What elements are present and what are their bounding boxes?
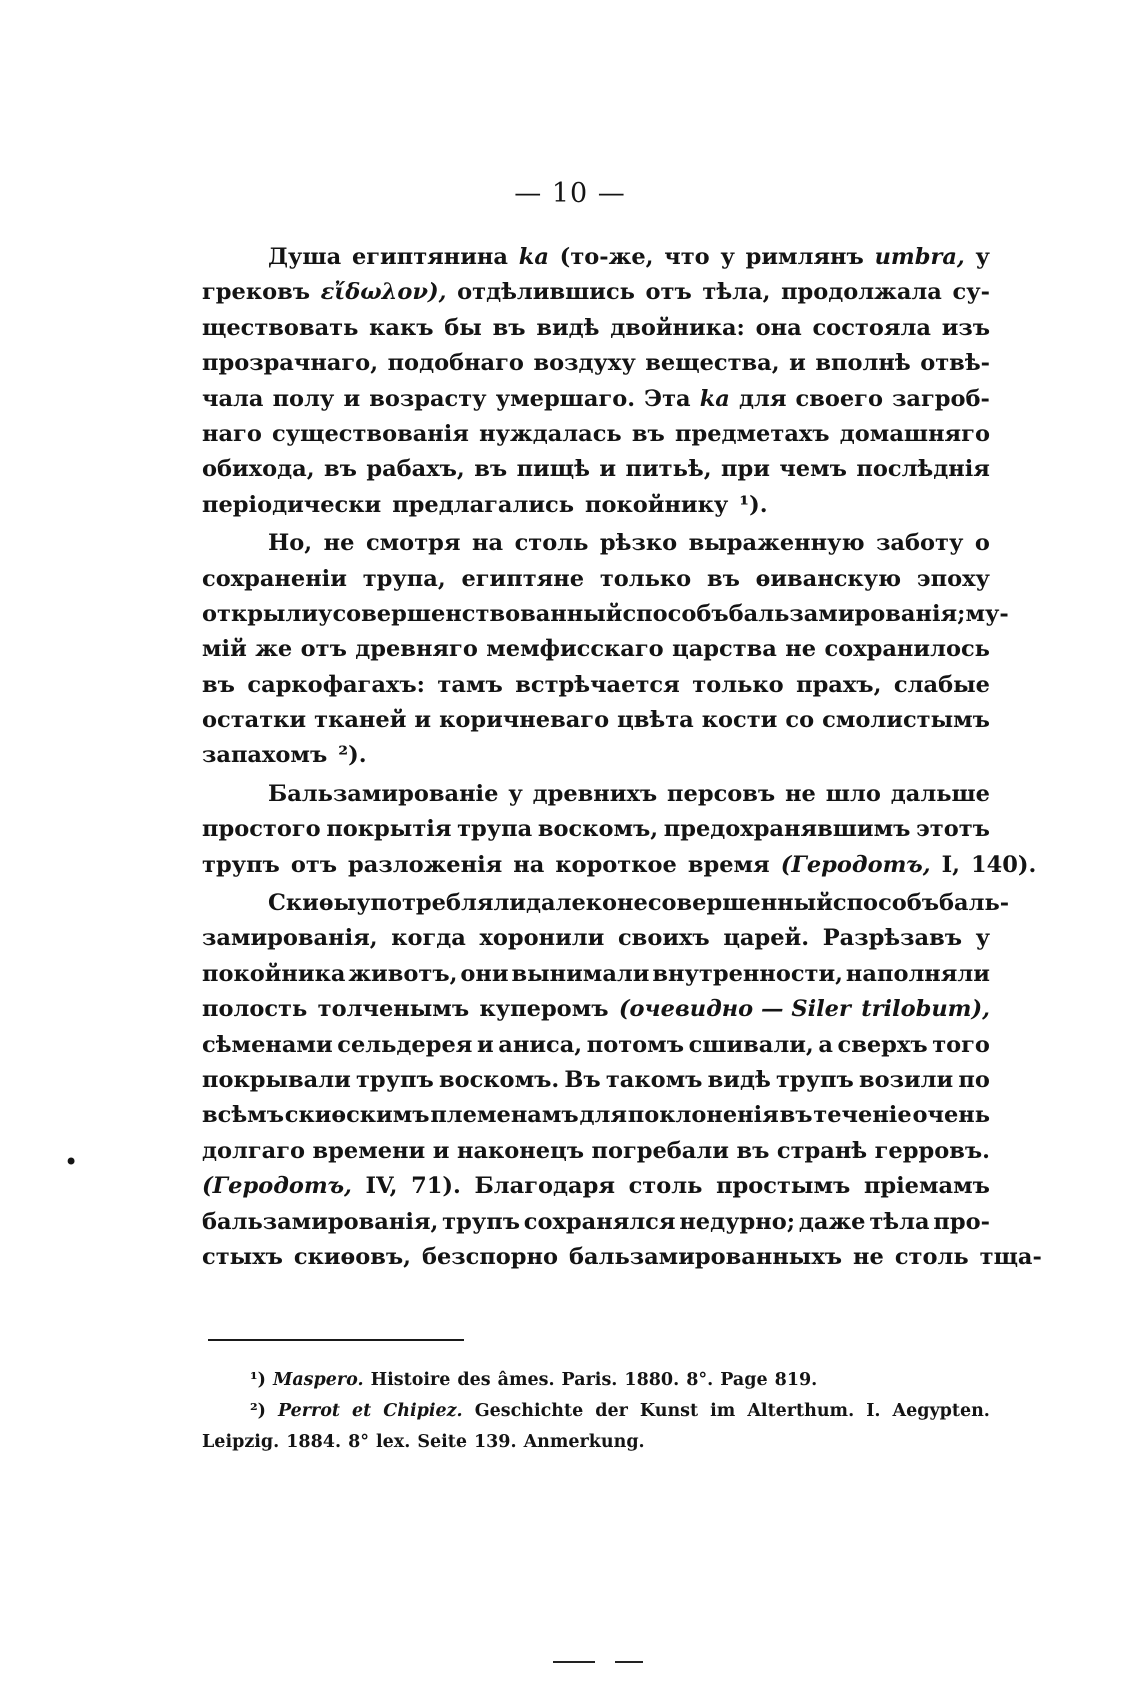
word: трупъ	[355, 1066, 434, 1093]
word: вынимали	[511, 960, 650, 987]
word: нуждалась	[479, 420, 622, 447]
word: покрытія	[326, 816, 452, 843]
word: пріемамъ	[863, 1173, 990, 1200]
word: двойника:	[610, 314, 745, 341]
margin-marker: •	[64, 1148, 79, 1176]
word: погребали	[591, 1137, 729, 1164]
word: питьѣ,	[625, 456, 712, 483]
word: своего	[795, 385, 883, 412]
word: ществовать	[202, 314, 359, 341]
word: смолистымъ	[822, 707, 990, 734]
word: въ	[706, 565, 740, 592]
footnote-line	[202, 1370, 990, 1401]
word: трупа,	[362, 565, 446, 592]
footnote-word: 139.	[473, 1432, 517, 1452]
word: покойнику	[585, 491, 729, 518]
footnote-word: 1880.	[624, 1370, 680, 1390]
word: способъ	[832, 890, 940, 917]
word: мій	[202, 636, 247, 663]
word: ka	[518, 244, 549, 270]
word: въ	[492, 314, 526, 341]
footnote-word: des	[457, 1370, 491, 1390]
word: тща-	[979, 1243, 1042, 1270]
word: на	[472, 530, 504, 557]
footnote-word: âmes.	[497, 1370, 555, 1390]
word: смотря	[365, 530, 461, 557]
footnote-word: 8°.	[686, 1370, 714, 1390]
word: рабахъ,	[366, 456, 465, 483]
word: странѣ	[776, 1137, 868, 1164]
footnote-word: Perrot	[277, 1401, 341, 1421]
text-line	[202, 566, 990, 601]
word: періодически	[202, 491, 382, 518]
word: столь	[894, 1243, 969, 1270]
text-line	[202, 244, 990, 279]
text-line	[202, 421, 990, 456]
word: поклоненія	[627, 1102, 779, 1129]
word: предохранявшимъ	[663, 816, 911, 843]
word: недурно;	[679, 1208, 796, 1235]
word: они	[460, 960, 509, 987]
word: Эта	[644, 385, 691, 412]
word: изъ	[941, 314, 990, 341]
word: а	[818, 1031, 833, 1058]
word: столь	[514, 530, 589, 557]
word: въ	[736, 1137, 770, 1164]
footnotes	[202, 1370, 990, 1463]
word: цвѣта	[617, 707, 694, 734]
word: умершаго.	[495, 385, 636, 412]
word: о	[974, 530, 990, 557]
text-line	[202, 890, 1010, 925]
word: царей.	[723, 925, 810, 952]
word: загроб-	[892, 385, 990, 412]
word: аниса,	[498, 1031, 583, 1058]
word: употребляли	[356, 890, 526, 917]
word: (то-же,	[559, 244, 654, 270]
word: своихъ	[617, 925, 710, 952]
footnote-word: Leipzig.	[202, 1432, 280, 1452]
word: отъ	[290, 851, 338, 878]
word: тѣла,	[702, 279, 771, 306]
word: 71).	[411, 1173, 461, 1200]
footnote-line	[202, 1401, 990, 1432]
word: ²).	[338, 742, 367, 769]
word: (очевидно — Siler	[618, 996, 851, 1023]
word: сохраненіи	[202, 565, 347, 592]
word: обихода,	[202, 456, 315, 483]
footnote-word: Paris.	[561, 1370, 618, 1390]
word: продолжала	[781, 279, 942, 306]
word: не	[785, 636, 817, 663]
word: чемъ	[779, 456, 847, 483]
word: видѣ	[707, 1066, 771, 1093]
word: вполнѣ	[815, 350, 911, 377]
word: и	[599, 456, 617, 483]
word: баль-	[939, 890, 1010, 917]
word: послѣднія	[856, 456, 990, 483]
word: чала	[202, 385, 264, 412]
word: бальзамированія,	[202, 1208, 439, 1235]
word: запахомъ	[202, 742, 328, 769]
word: не	[617, 890, 648, 917]
word: выраженную	[688, 530, 865, 557]
word: при	[721, 456, 770, 483]
body-text	[202, 244, 1042, 1279]
word: того	[932, 1031, 990, 1058]
text-line	[202, 530, 990, 565]
word: про-	[933, 1208, 990, 1235]
word: когда	[391, 925, 466, 952]
word: тамъ	[437, 671, 503, 698]
text-line	[202, 781, 990, 816]
word: бальзамированныхъ	[569, 1243, 843, 1270]
word: кости	[701, 707, 778, 734]
word: египтянина	[351, 244, 508, 270]
word: прозрачнаго,	[202, 350, 379, 377]
word: (Геродотъ,	[780, 851, 931, 878]
word: IV,	[365, 1173, 398, 1200]
word: въ	[631, 420, 665, 447]
word: эпоху	[916, 565, 990, 592]
footnote-word: I.	[866, 1401, 881, 1421]
footnote-word: 1884.	[286, 1432, 342, 1452]
text-line	[202, 1067, 990, 1102]
word: Разрѣзавъ	[822, 925, 962, 952]
text-line	[202, 707, 990, 742]
word: umbra,	[874, 244, 965, 270]
text-line	[202, 1209, 990, 1244]
word: тѣла	[869, 1208, 930, 1235]
word: предлагались	[392, 491, 575, 518]
text-line	[202, 600, 1009, 636]
word: подобнаго	[387, 350, 524, 377]
word: такомъ	[605, 1066, 703, 1093]
word: простого	[202, 816, 321, 843]
word: покойника	[202, 960, 346, 987]
word: совершенный	[647, 890, 833, 917]
word: въ	[779, 1102, 813, 1129]
word: для	[738, 385, 787, 412]
word: саркофагахъ:	[247, 671, 425, 698]
text-line	[202, 350, 990, 385]
word: видѣ	[536, 314, 600, 341]
text-line	[202, 1102, 990, 1137]
word: на	[513, 851, 545, 878]
word: Душа	[268, 244, 342, 270]
word: животъ,	[348, 960, 458, 987]
text-line	[202, 1032, 990, 1067]
word: разложенія	[348, 851, 503, 878]
word: εἴδωλον),	[320, 279, 447, 306]
word: грековъ	[202, 279, 310, 306]
word: существованія	[272, 420, 469, 447]
word: 140).	[970, 851, 1037, 878]
word: воскомъ,	[537, 816, 659, 843]
page-edge-marks	[553, 1661, 643, 1665]
word: трупъ	[202, 851, 280, 878]
text-line	[202, 851, 1037, 887]
word: му-	[965, 600, 1009, 627]
text-line	[202, 492, 990, 527]
footnote-word: Page	[720, 1370, 768, 1390]
word: наго	[202, 420, 262, 447]
word: и	[414, 707, 432, 734]
word: замированія,	[202, 925, 378, 952]
word: очень	[912, 1102, 990, 1129]
word: су-	[952, 279, 990, 306]
footnote-word: ¹)	[250, 1370, 266, 1390]
word: trilobum),	[861, 996, 990, 1023]
page-number: — 10 —	[514, 178, 626, 209]
word: сѣменами	[202, 1031, 333, 1058]
word: теченіе	[813, 1102, 912, 1129]
word: сохранилось	[824, 636, 990, 663]
text-line	[202, 816, 990, 851]
footnote-word: Maspero.	[272, 1370, 364, 1390]
word: открыли	[202, 600, 319, 627]
word: рѣзко	[599, 530, 678, 557]
word: герровъ.	[874, 1137, 990, 1164]
word: воскомъ.	[438, 1066, 560, 1093]
word: отъ	[645, 279, 692, 306]
text-line	[202, 996, 990, 1031]
word: сохранялся	[523, 1208, 676, 1235]
word: Но,	[268, 530, 313, 557]
footnote-word: der	[595, 1401, 628, 1421]
footnote-word: lex.	[376, 1432, 411, 1452]
word: встрѣчается	[515, 671, 680, 698]
word: наконецъ	[456, 1137, 584, 1164]
word: далеко	[526, 890, 618, 917]
word: прахъ,	[796, 671, 882, 698]
word: всѣмъ	[202, 1102, 284, 1129]
word: коричневаго	[439, 707, 610, 734]
word: бы	[444, 314, 482, 341]
word: сшивали,	[688, 1031, 814, 1058]
word: домашняго	[839, 420, 990, 447]
word: дальше	[890, 780, 990, 807]
text-line	[202, 925, 990, 960]
word: мемфисскаго	[486, 636, 664, 663]
word: простымъ	[716, 1173, 851, 1200]
footnote-word: Seite	[417, 1432, 467, 1452]
word: бальзамированія;	[728, 600, 966, 627]
word: ka	[699, 385, 730, 412]
word: племенамъ	[430, 1102, 579, 1129]
word: наполняли	[845, 960, 990, 987]
text-line	[202, 279, 990, 314]
word: даже	[798, 1208, 866, 1235]
word: только	[692, 671, 784, 698]
word: египтяне	[461, 565, 585, 592]
word: слабые	[893, 671, 990, 698]
word: столь	[628, 1173, 703, 1200]
word: стыхъ	[202, 1243, 283, 1270]
text-line	[202, 315, 990, 350]
word: возрасту	[369, 385, 487, 412]
word: состояла	[812, 314, 931, 341]
footnote-word: Geschichte	[474, 1401, 584, 1421]
word: отъ	[300, 636, 347, 663]
word: I,	[941, 851, 960, 878]
word: остатки	[202, 707, 307, 734]
word: и	[432, 1137, 450, 1164]
footnote-word: et	[352, 1401, 372, 1421]
word: безспорно	[421, 1243, 559, 1270]
word: не	[323, 530, 355, 557]
word: потомъ	[586, 1031, 684, 1058]
word: способъ	[622, 600, 729, 627]
word: усовершенствованный	[318, 600, 623, 627]
footnote-word: 819.	[774, 1370, 818, 1390]
word: въ	[474, 456, 508, 483]
word: возили	[858, 1066, 954, 1093]
word: отвѣ-	[920, 350, 990, 377]
word: ѳиванскую	[755, 565, 902, 592]
word: время	[687, 851, 770, 878]
word: Скиѳы	[268, 890, 357, 917]
word: древнихъ	[532, 780, 658, 807]
word: и	[789, 350, 806, 377]
word: тканей	[314, 707, 407, 734]
footnote-word: Histoire	[370, 1370, 451, 1390]
word: царства	[672, 636, 777, 663]
word: что	[664, 244, 710, 270]
word: времени	[312, 1137, 426, 1164]
word: Бальзамированіе	[268, 780, 499, 807]
word: у	[508, 780, 523, 807]
footnote-word: Kunst	[639, 1401, 699, 1421]
word: (Геродотъ,	[202, 1173, 352, 1200]
text-line	[202, 1173, 990, 1208]
word: со	[785, 707, 815, 734]
word: персовъ	[667, 780, 776, 807]
footnote-line	[202, 1432, 990, 1463]
word: этотъ	[916, 816, 990, 843]
text-line	[202, 961, 990, 996]
word: короткое	[555, 851, 677, 878]
footnote-word: ²)	[250, 1401, 266, 1421]
word: трупъ	[442, 1208, 520, 1235]
word: въ	[202, 671, 235, 698]
word: сельдерея	[337, 1031, 473, 1058]
word: у	[720, 244, 735, 270]
text-line	[202, 1243, 1042, 1279]
word: римлянъ	[745, 244, 864, 270]
text-line	[202, 386, 990, 421]
word: и	[343, 385, 361, 412]
word: у	[975, 925, 990, 952]
word: скиѳскимъ	[284, 1102, 430, 1129]
word: какъ	[369, 314, 434, 341]
word: отдѣлившись	[457, 279, 635, 306]
word: не	[785, 780, 816, 807]
word: трупъ	[775, 1066, 854, 1093]
word: предметахъ	[675, 420, 830, 447]
text-line	[202, 672, 990, 707]
word: заботу	[876, 530, 964, 557]
footnote-word: Chipiez.	[383, 1401, 463, 1421]
footnote-word: Anmerkung.	[523, 1432, 645, 1452]
word: Благодаря	[474, 1173, 615, 1200]
word: древняго	[355, 636, 478, 663]
word: въ	[324, 456, 357, 483]
word: внутренности,	[652, 960, 843, 987]
word: воздуху	[533, 350, 636, 377]
word: пищѣ	[516, 456, 590, 483]
text-line	[202, 1138, 990, 1173]
word: вещества,	[645, 350, 780, 377]
word: только	[599, 565, 692, 592]
footnote-word: 8°	[348, 1432, 369, 1452]
footnote-word: Alterthum.	[747, 1401, 855, 1421]
footnote-word: Aegypten.	[892, 1401, 990, 1421]
word: Въ	[564, 1066, 601, 1093]
word: покрывали	[202, 1066, 351, 1093]
word: по	[958, 1066, 990, 1093]
footnote-divider	[208, 1339, 464, 1341]
word: же	[255, 636, 293, 663]
word: долгаго	[202, 1137, 306, 1164]
word: и	[477, 1031, 494, 1058]
word: шло	[825, 780, 881, 807]
word: сверхъ	[837, 1031, 928, 1058]
text-line	[202, 456, 990, 491]
word: у	[975, 244, 990, 270]
word: она	[755, 314, 802, 341]
text-line	[202, 742, 990, 777]
word: полость	[202, 996, 308, 1023]
footnote-word: im	[710, 1401, 736, 1421]
text-line	[202, 636, 990, 671]
word: скиѳовъ,	[293, 1243, 411, 1270]
word: трупа	[457, 816, 533, 843]
word: для	[579, 1102, 627, 1129]
word: хоронили	[479, 925, 605, 952]
word: куперомъ	[479, 996, 609, 1023]
word: полу	[272, 385, 335, 412]
word: не	[853, 1243, 884, 1270]
word: толченымъ	[317, 996, 470, 1023]
word: ¹).	[739, 491, 768, 518]
